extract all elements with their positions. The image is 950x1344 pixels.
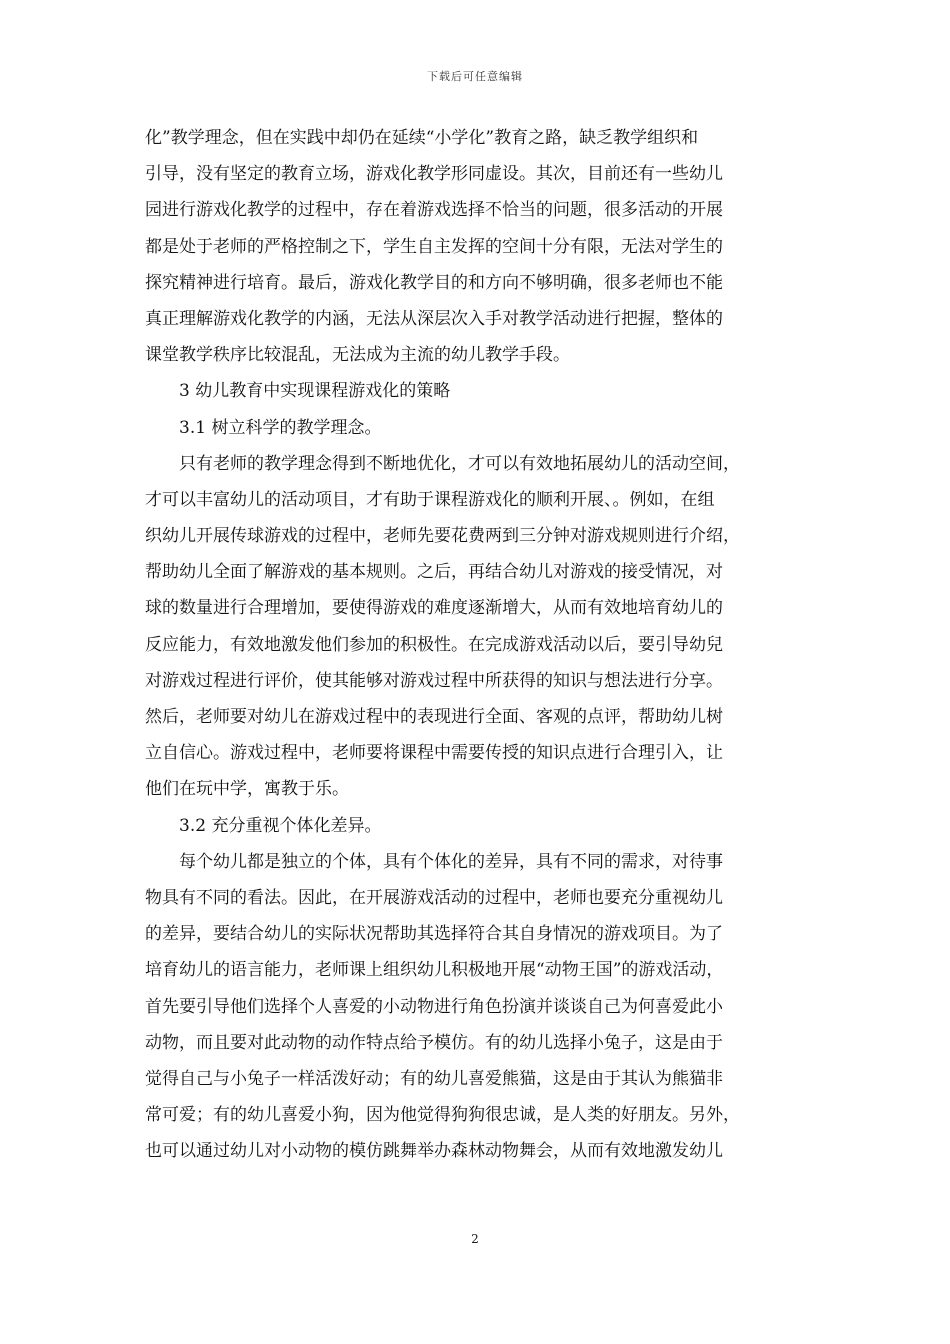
- body-line: 都是处于老师的严格控制之下，学生自主发挥的空间十分有限，无法对学生的: [145, 236, 723, 257]
- body-line: 园进行游戏化教学的过程中，存在着游戏选择不恰当的问题，很多活动的开展: [145, 200, 723, 221]
- paragraph-first-line: 只有老师的教学理念得到不断地优化，才可以有效地拓展幼儿的活动空间，: [179, 453, 740, 474]
- body-line: 球的数量进行合理增加，要使得游戏的难度逐渐增大，从而有效地培育幼儿的: [145, 598, 723, 619]
- page-header: 下载后可任意编辑: [427, 70, 523, 83]
- subsection-heading: 3.2 充分重视个体化差异。: [179, 815, 382, 836]
- body-line: 立自信心。游戏过程中，老师要将课程中需要传授的知识点进行合理引入，让: [145, 743, 723, 764]
- body-line: 帮助幼儿全面了解游戏的基本规则。之后，再结合幼儿对游戏的接受情况，对: [145, 562, 723, 583]
- paragraph-first-line: 每个幼儿都是独立的个体，具有个体化的差异，具有不同的需求，对待事: [179, 851, 723, 872]
- body-line: 真正理解游戏化教学的内涵，无法从深层次入手对教学活动进行把握，整体的: [145, 308, 723, 329]
- body-line: 物具有不同的看法。因此，在开展游戏活动的过程中，老师也要充分重视幼儿: [145, 887, 723, 908]
- body-line: 动物，而且要对此动物的动作特点给予模仿。有的幼儿选择小兔子，这是由于: [145, 1032, 723, 1053]
- body-line: 引导，没有坚定的教育立场，游戏化教学形同虚设。其次，目前还有一些幼儿: [145, 164, 723, 185]
- body-line: 培育幼儿的语言能力，老师课上组织幼儿积极地开展“动物王国”的游戏活动，: [145, 960, 724, 981]
- body-line: 探究精神进行培育。最后，游戏化教学目的和方向不够明确，很多老师也不能: [145, 272, 723, 293]
- body-line: 织幼儿开展传球游戏的过程中，老师先要花费两到三分钟对游戏规则进行介绍，: [145, 526, 740, 547]
- body-line: 常可爱；有的幼儿喜爱小狗，因为他觉得狗狗很忠诚，是人类的好朋友。另外，: [145, 1105, 740, 1126]
- body-line: 课堂教学秩序比较混乱，无法成为主流的幼儿教学手段。: [145, 345, 570, 366]
- page-number: 2: [471, 1232, 479, 1246]
- body-line: 首先要引导他们选择个人喜爱的小动物进行角色扮演并谈谈自己为何喜爱此小: [145, 996, 723, 1017]
- body-line: 反应能力，有效地激发他们参加的积极性。在完成游戏活动以后，要引导幼兒: [145, 634, 723, 655]
- body-line: 也可以通过幼儿对小动物的模仿跳舞举办森林动物舞会，从而有效地激发幼儿: [145, 1141, 723, 1162]
- body-line: 觉得自己与小兔子一样活泼好动；有的幼儿喜爱熊猫，这是由于其认为熊猫非: [145, 1068, 723, 1089]
- document-body: [145, 120, 807, 1169]
- subsection-heading: 3.1 树立科学的教学理念。: [179, 417, 382, 438]
- body-line: 的差异，要结合幼儿的实际状况帮助其选择符合其自身情况的游戏项目。为了: [145, 924, 723, 945]
- body-line: 然后，老师要对幼儿在游戏过程中的表现进行全面、客观的点评，帮助幼儿树: [145, 707, 723, 727]
- body-line: 对游戏过程进行评价，使其能够对游戏过程中所获得的知识与想法进行分享。: [145, 670, 723, 691]
- body-line: 才可以丰富幼儿的活动项目，才有助于课程游戏化的顺利开展、。例如，在组: [145, 489, 715, 510]
- body-line: 他们在玩中学，寓教于乐。: [145, 779, 349, 800]
- section-heading: 3 幼儿教育中实现课程游戏化的策略: [179, 381, 451, 402]
- body-line: 化”教学理念，但在实践中却仍在延续“小学化”教育之路，缺乏教学组织和: [145, 128, 699, 148]
